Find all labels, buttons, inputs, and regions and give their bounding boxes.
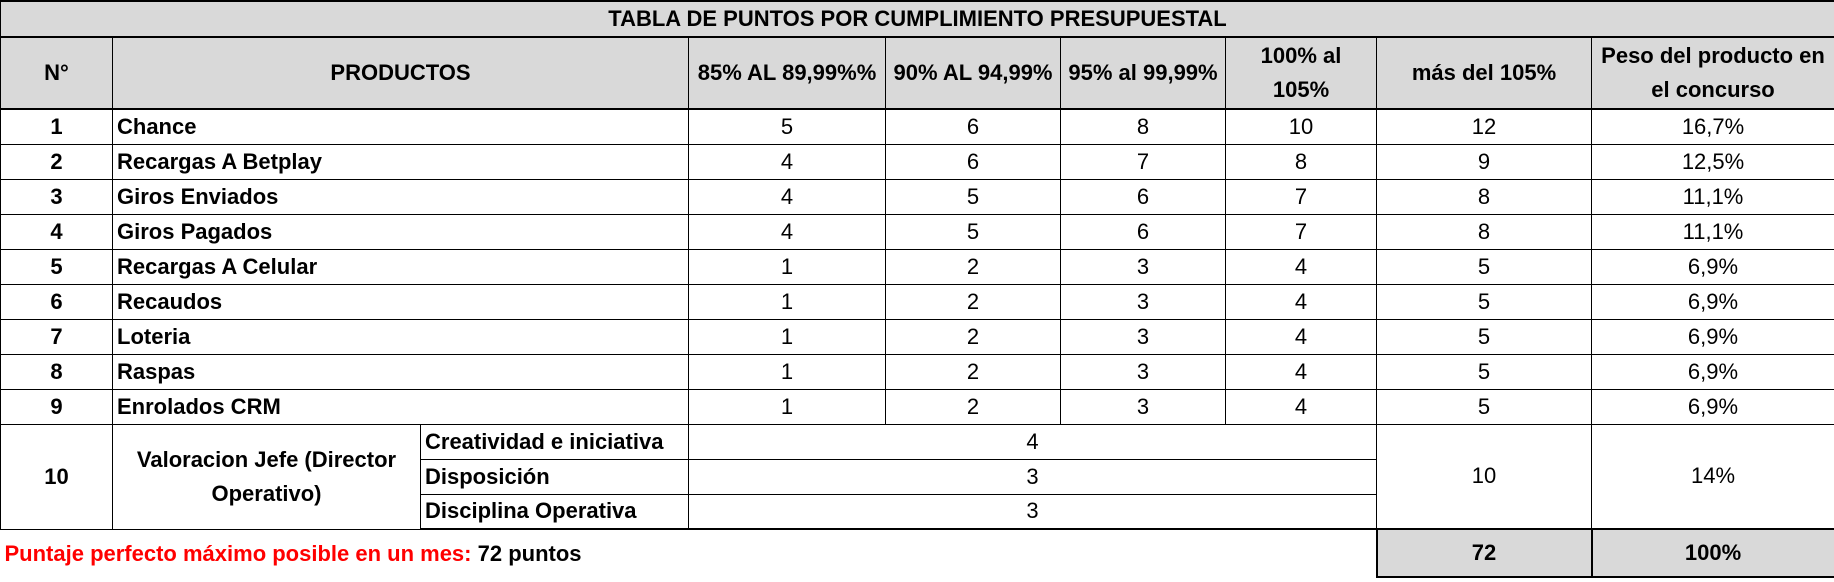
footer-note [1,529,1377,577]
header-peso: Peso del producto en el concurso [1592,37,1834,109]
points-95: 3 [1061,389,1226,424]
product-name: Enrolados CRM [113,389,689,424]
points-95: 3 [1061,284,1226,319]
points-85: 4 [689,179,886,214]
points-90: 5 [886,214,1061,249]
footer-note-sep: : [464,540,478,566]
product-name: Giros Enviados [113,179,689,214]
product-name: Raspas [113,354,689,389]
table-row [1,109,1834,144]
points-90: 2 [886,389,1061,424]
jefe-criterion-value: 3 [689,494,1377,529]
points-85: 1 [689,249,886,284]
row-number: 1 [1,109,113,144]
points-105: 5 [1377,284,1592,319]
table-row [1,354,1834,389]
points-95: 8 [1061,109,1226,144]
points-95: 6 [1061,179,1226,214]
points-85: 4 [689,214,886,249]
product-weight: 6,9% [1592,389,1834,424]
points-90: 6 [886,144,1061,179]
table-row [1,284,1834,319]
product-weight: 11,1% [1592,179,1834,214]
jefe-criterion-name: Creatividad e iniciativa [421,424,689,459]
points-105: 8 [1377,179,1592,214]
product-weight: 6,9% [1592,354,1834,389]
points-105: 12 [1377,109,1592,144]
points-95: 3 [1061,319,1226,354]
points-100: 10 [1226,109,1377,144]
points-100: 4 [1226,319,1377,354]
points-100: 4 [1226,389,1377,424]
product-weight: 6,9% [1592,319,1834,354]
points-105: 5 [1377,249,1592,284]
table-row [1,319,1834,354]
points-85: 1 [689,284,886,319]
points-90: 2 [886,319,1061,354]
product-weight: 6,9% [1592,249,1834,284]
row-number: 7 [1,319,113,354]
row-number: 8 [1,354,113,389]
points-95: 6 [1061,214,1226,249]
points-105: 5 [1377,354,1592,389]
points-90: 6 [886,109,1061,144]
points-95: 3 [1061,249,1226,284]
row-number: 3 [1,179,113,214]
table-row [1,249,1834,284]
jefe-criterion-value: 4 [689,424,1377,459]
points-100: 8 [1226,144,1377,179]
footer-note-red: Puntaje perfecto máximo posible en un mes [4,540,465,566]
points-85: 5 [689,109,886,144]
row-number: 6 [1,284,113,319]
table-row [1,179,1834,214]
jefe-mas105: 10 [1377,424,1592,529]
product-name: Loteria [113,319,689,354]
header-range-95: 95% al 99,99% [1061,37,1226,109]
table-row [1,214,1834,249]
points-90: 2 [886,284,1061,319]
points-100: 4 [1226,354,1377,389]
product-weight: 11,1% [1592,214,1834,249]
product-weight: 16,7% [1592,109,1834,144]
points-100: 4 [1226,284,1377,319]
points-105: 5 [1377,319,1592,354]
points-85: 1 [689,389,886,424]
total-points: 72 [1377,529,1592,577]
jefe-label: Valoracion Jefe (Director Operativo) [113,424,421,529]
footer-row [1,529,1834,577]
product-weight: 6,9% [1592,284,1834,319]
points-100: 7 [1226,179,1377,214]
points-105: 8 [1377,214,1592,249]
product-name: Recargas A Betplay [113,144,689,179]
jefe-row [1,424,1834,459]
header-num: N° [1,37,113,109]
footer-note-black: 72 puntos [477,540,582,566]
table-row [1,144,1834,179]
product-name: Giros Pagados [113,214,689,249]
header-range-105: más del 105% [1377,37,1592,109]
jefe-criterion-name: Disposición [421,459,689,494]
jefe-criterion-name: Disciplina Operativa [421,494,689,529]
product-weight: 12,5% [1592,144,1834,179]
points-90: 5 [886,179,1061,214]
row-number: 5 [1,249,113,284]
points-100: 4 [1226,249,1377,284]
product-name: Chance [113,109,689,144]
points-105: 9 [1377,144,1592,179]
points-85: 1 [689,319,886,354]
header-row [1,37,1834,109]
row-number: 9 [1,389,113,424]
product-name: Recargas A Celular [113,249,689,284]
product-name: Recaudos [113,284,689,319]
points-90: 2 [886,249,1061,284]
points-85: 4 [689,144,886,179]
points-100: 7 [1226,214,1377,249]
points-85: 1 [689,354,886,389]
table-row [1,389,1834,424]
points-105: 5 [1377,389,1592,424]
row-number: 4 [1,214,113,249]
header-range-90: 90% AL 94,99% [886,37,1061,109]
points-95: 3 [1061,354,1226,389]
jefe-criterion-value: 3 [689,459,1377,494]
table-title: TABLA DE PUNTOS POR CUMPLIMIENTO PRESUPUESTAL [1,1,1834,37]
jefe-weight: 14% [1592,424,1834,529]
header-productos: PRODUCTOS [113,37,689,109]
total-percent: 100% [1592,529,1834,577]
row-number: 2 [1,144,113,179]
header-range-100: 100% al 105% [1226,37,1377,109]
header-range-85: 85% AL 89,99%% [689,37,886,109]
row-number: 10 [1,424,113,529]
points-90: 2 [886,354,1061,389]
points-95: 7 [1061,144,1226,179]
